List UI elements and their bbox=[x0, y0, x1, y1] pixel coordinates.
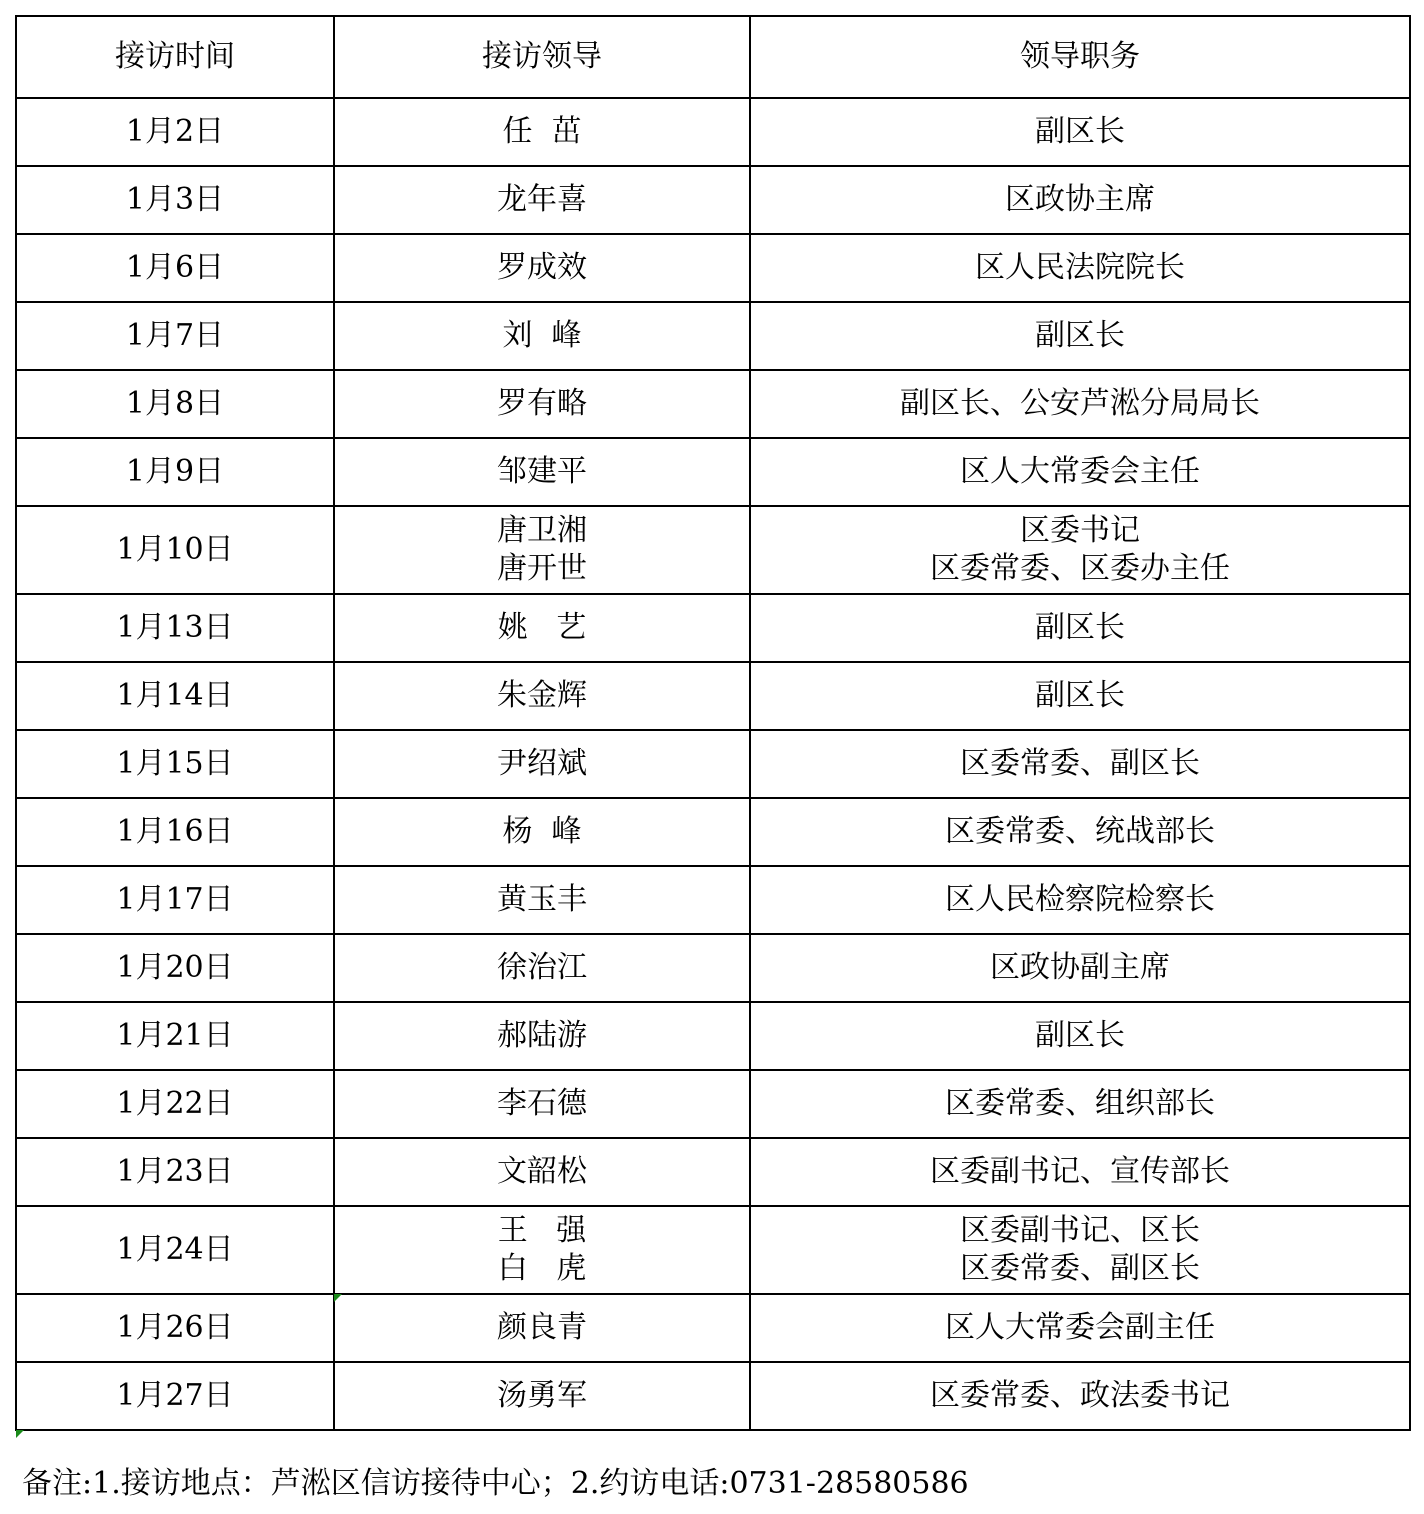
position-title: 区委副书记、区长 bbox=[960, 1213, 1200, 1248]
leader-name: 王 强 bbox=[497, 1213, 587, 1248]
leader-name: 尹绍斌 bbox=[497, 746, 587, 781]
date-cell: 1月21日 bbox=[16, 1002, 334, 1070]
position-cell bbox=[750, 234, 1410, 302]
leader-name: 黄玉丰 bbox=[497, 882, 587, 917]
leader-name: 刘 峰 bbox=[502, 318, 582, 353]
position-title: 区委常委、副区长 bbox=[960, 746, 1200, 781]
header-leader: 接访领导 bbox=[334, 16, 750, 98]
date-cell: 1月14日 bbox=[16, 662, 334, 730]
date-cell: 1月20日 bbox=[16, 934, 334, 1002]
leader-cell bbox=[334, 1002, 750, 1070]
leader-cell bbox=[334, 302, 750, 370]
leader-cell bbox=[334, 798, 750, 866]
leader-name: 汤勇军 bbox=[497, 1378, 587, 1413]
leader-cell bbox=[334, 1362, 750, 1430]
position-cell bbox=[750, 438, 1410, 506]
comment-marker-icon bbox=[16, 1430, 24, 1438]
leader-cell bbox=[334, 98, 750, 166]
leader-name: 朱金辉 bbox=[497, 678, 587, 713]
leader-cell bbox=[334, 370, 750, 438]
leader-cell bbox=[334, 506, 750, 594]
leader-cell bbox=[334, 1138, 750, 1206]
table-row bbox=[16, 1362, 1410, 1430]
date-cell: 1月7日 bbox=[16, 302, 334, 370]
position-cell bbox=[750, 866, 1410, 934]
position-cell bbox=[750, 506, 1410, 594]
leader-name: 任 茁 bbox=[502, 114, 582, 149]
table-row bbox=[16, 934, 1410, 1002]
leader-name: 唐开世 bbox=[497, 551, 587, 586]
position-title: 区人大常委会主任 bbox=[960, 454, 1200, 489]
leader-name: 文韶松 bbox=[497, 1154, 587, 1189]
table-row bbox=[16, 506, 1410, 594]
position-title: 区政协副主席 bbox=[990, 950, 1170, 985]
position-cell bbox=[750, 730, 1410, 798]
date-cell: 1月2日 bbox=[16, 98, 334, 166]
header-date: 接访时间 bbox=[16, 16, 334, 98]
leader-name: 徐治江 bbox=[497, 950, 587, 985]
leader-name: 罗成效 bbox=[497, 250, 587, 285]
table-row bbox=[16, 730, 1410, 798]
leader-cell bbox=[334, 438, 750, 506]
position-cell bbox=[750, 662, 1410, 730]
position-title: 区委常委、副区长 bbox=[960, 1251, 1200, 1286]
table-row bbox=[16, 98, 1410, 166]
table-row bbox=[16, 594, 1410, 662]
table-row bbox=[16, 166, 1410, 234]
leader-name: 杨 峰 bbox=[502, 814, 582, 849]
leader-cell bbox=[334, 594, 750, 662]
schedule-table bbox=[15, 15, 1411, 1431]
position-cell bbox=[750, 1206, 1410, 1294]
position-title: 区政协主席 bbox=[1005, 182, 1155, 217]
leader-name: 颜良青 bbox=[497, 1310, 587, 1345]
leader-cell bbox=[334, 234, 750, 302]
date-cell: 1月16日 bbox=[16, 798, 334, 866]
date-cell: 1月3日 bbox=[16, 166, 334, 234]
date-cell: 1月26日 bbox=[16, 1294, 334, 1362]
date-cell: 1月6日 bbox=[16, 234, 334, 302]
date-cell: 1月27日 bbox=[16, 1362, 334, 1430]
leader-cell bbox=[334, 166, 750, 234]
position-cell bbox=[750, 1138, 1410, 1206]
table-row bbox=[16, 1206, 1410, 1294]
position-cell bbox=[750, 370, 1410, 438]
date-cell: 1月8日 bbox=[16, 370, 334, 438]
leader-name: 郝陆游 bbox=[497, 1018, 587, 1053]
position-title: 副区长 bbox=[1035, 610, 1125, 645]
position-title: 区委副书记、宣传部长 bbox=[930, 1154, 1230, 1189]
position-cell bbox=[750, 98, 1410, 166]
date-cell: 1月10日 bbox=[16, 506, 334, 594]
position-cell bbox=[750, 1002, 1410, 1070]
position-cell bbox=[750, 302, 1410, 370]
position-cell bbox=[750, 1070, 1410, 1138]
date-cell: 1月15日 bbox=[16, 730, 334, 798]
date-cell: 1月17日 bbox=[16, 866, 334, 934]
position-title: 区委常委、组织部长 bbox=[945, 1086, 1215, 1121]
position-title: 区人民法院院长 bbox=[975, 250, 1185, 285]
leader-name: 罗有略 bbox=[497, 386, 587, 421]
date-cell: 1月9日 bbox=[16, 438, 334, 506]
position-title: 区人大常委会副主任 bbox=[945, 1310, 1215, 1345]
date-cell: 1月13日 bbox=[16, 594, 334, 662]
leader-name: 唐卫湘 bbox=[497, 513, 587, 548]
table-row bbox=[16, 438, 1410, 506]
position-title: 区委常委、政法委书记 bbox=[930, 1378, 1230, 1413]
leader-name: 白 虎 bbox=[497, 1251, 587, 1286]
table-row bbox=[16, 1002, 1410, 1070]
position-title: 区人民检察院检察长 bbox=[945, 882, 1215, 917]
leader-name: 姚 艺 bbox=[497, 610, 587, 645]
table-row bbox=[16, 1138, 1410, 1206]
table-row bbox=[16, 798, 1410, 866]
leader-name: 龙年喜 bbox=[497, 182, 587, 217]
position-cell bbox=[750, 934, 1410, 1002]
header-position: 领导职务 bbox=[750, 16, 1410, 98]
date-cell: 1月23日 bbox=[16, 1138, 334, 1206]
table-row bbox=[16, 1294, 1410, 1362]
table-row bbox=[16, 302, 1410, 370]
position-cell bbox=[750, 1362, 1410, 1430]
date-cell: 1月24日 bbox=[16, 1206, 334, 1294]
leader-cell bbox=[334, 934, 750, 1002]
table-row bbox=[16, 234, 1410, 302]
leader-cell bbox=[334, 662, 750, 730]
leader-cell bbox=[334, 730, 750, 798]
table-row bbox=[16, 1070, 1410, 1138]
table-row bbox=[16, 662, 1410, 730]
position-title: 副区长 bbox=[1035, 1018, 1125, 1053]
date-cell: 1月22日 bbox=[16, 1070, 334, 1138]
position-title: 副区长 bbox=[1035, 318, 1125, 353]
leader-cell bbox=[334, 1070, 750, 1138]
position-title: 区委书记 bbox=[1020, 513, 1140, 548]
position-cell bbox=[750, 594, 1410, 662]
position-cell bbox=[750, 798, 1410, 866]
leader-cell bbox=[334, 1206, 750, 1294]
position-title: 副区长 bbox=[1035, 678, 1125, 713]
position-title: 副区长、公安芦淞分局局长 bbox=[900, 386, 1260, 421]
table-row bbox=[16, 370, 1410, 438]
position-title: 副区长 bbox=[1035, 114, 1125, 149]
leader-name: 李石德 bbox=[497, 1086, 587, 1121]
leader-cell bbox=[334, 866, 750, 934]
position-cell bbox=[750, 1294, 1410, 1362]
header-row bbox=[16, 16, 1410, 98]
comment-marker-icon bbox=[334, 1294, 342, 1302]
position-cell bbox=[750, 166, 1410, 234]
position-title: 区委常委、区委办主任 bbox=[930, 551, 1230, 586]
position-title: 区委常委、统战部长 bbox=[945, 814, 1215, 849]
leader-name: 邹建平 bbox=[497, 454, 587, 489]
table-row bbox=[16, 866, 1410, 934]
footnote: 备注:1.接访地点：芦淞区信访接待中心；2.约访电话:0731-28580586 bbox=[22, 1466, 969, 1501]
leader-cell bbox=[334, 1294, 750, 1362]
